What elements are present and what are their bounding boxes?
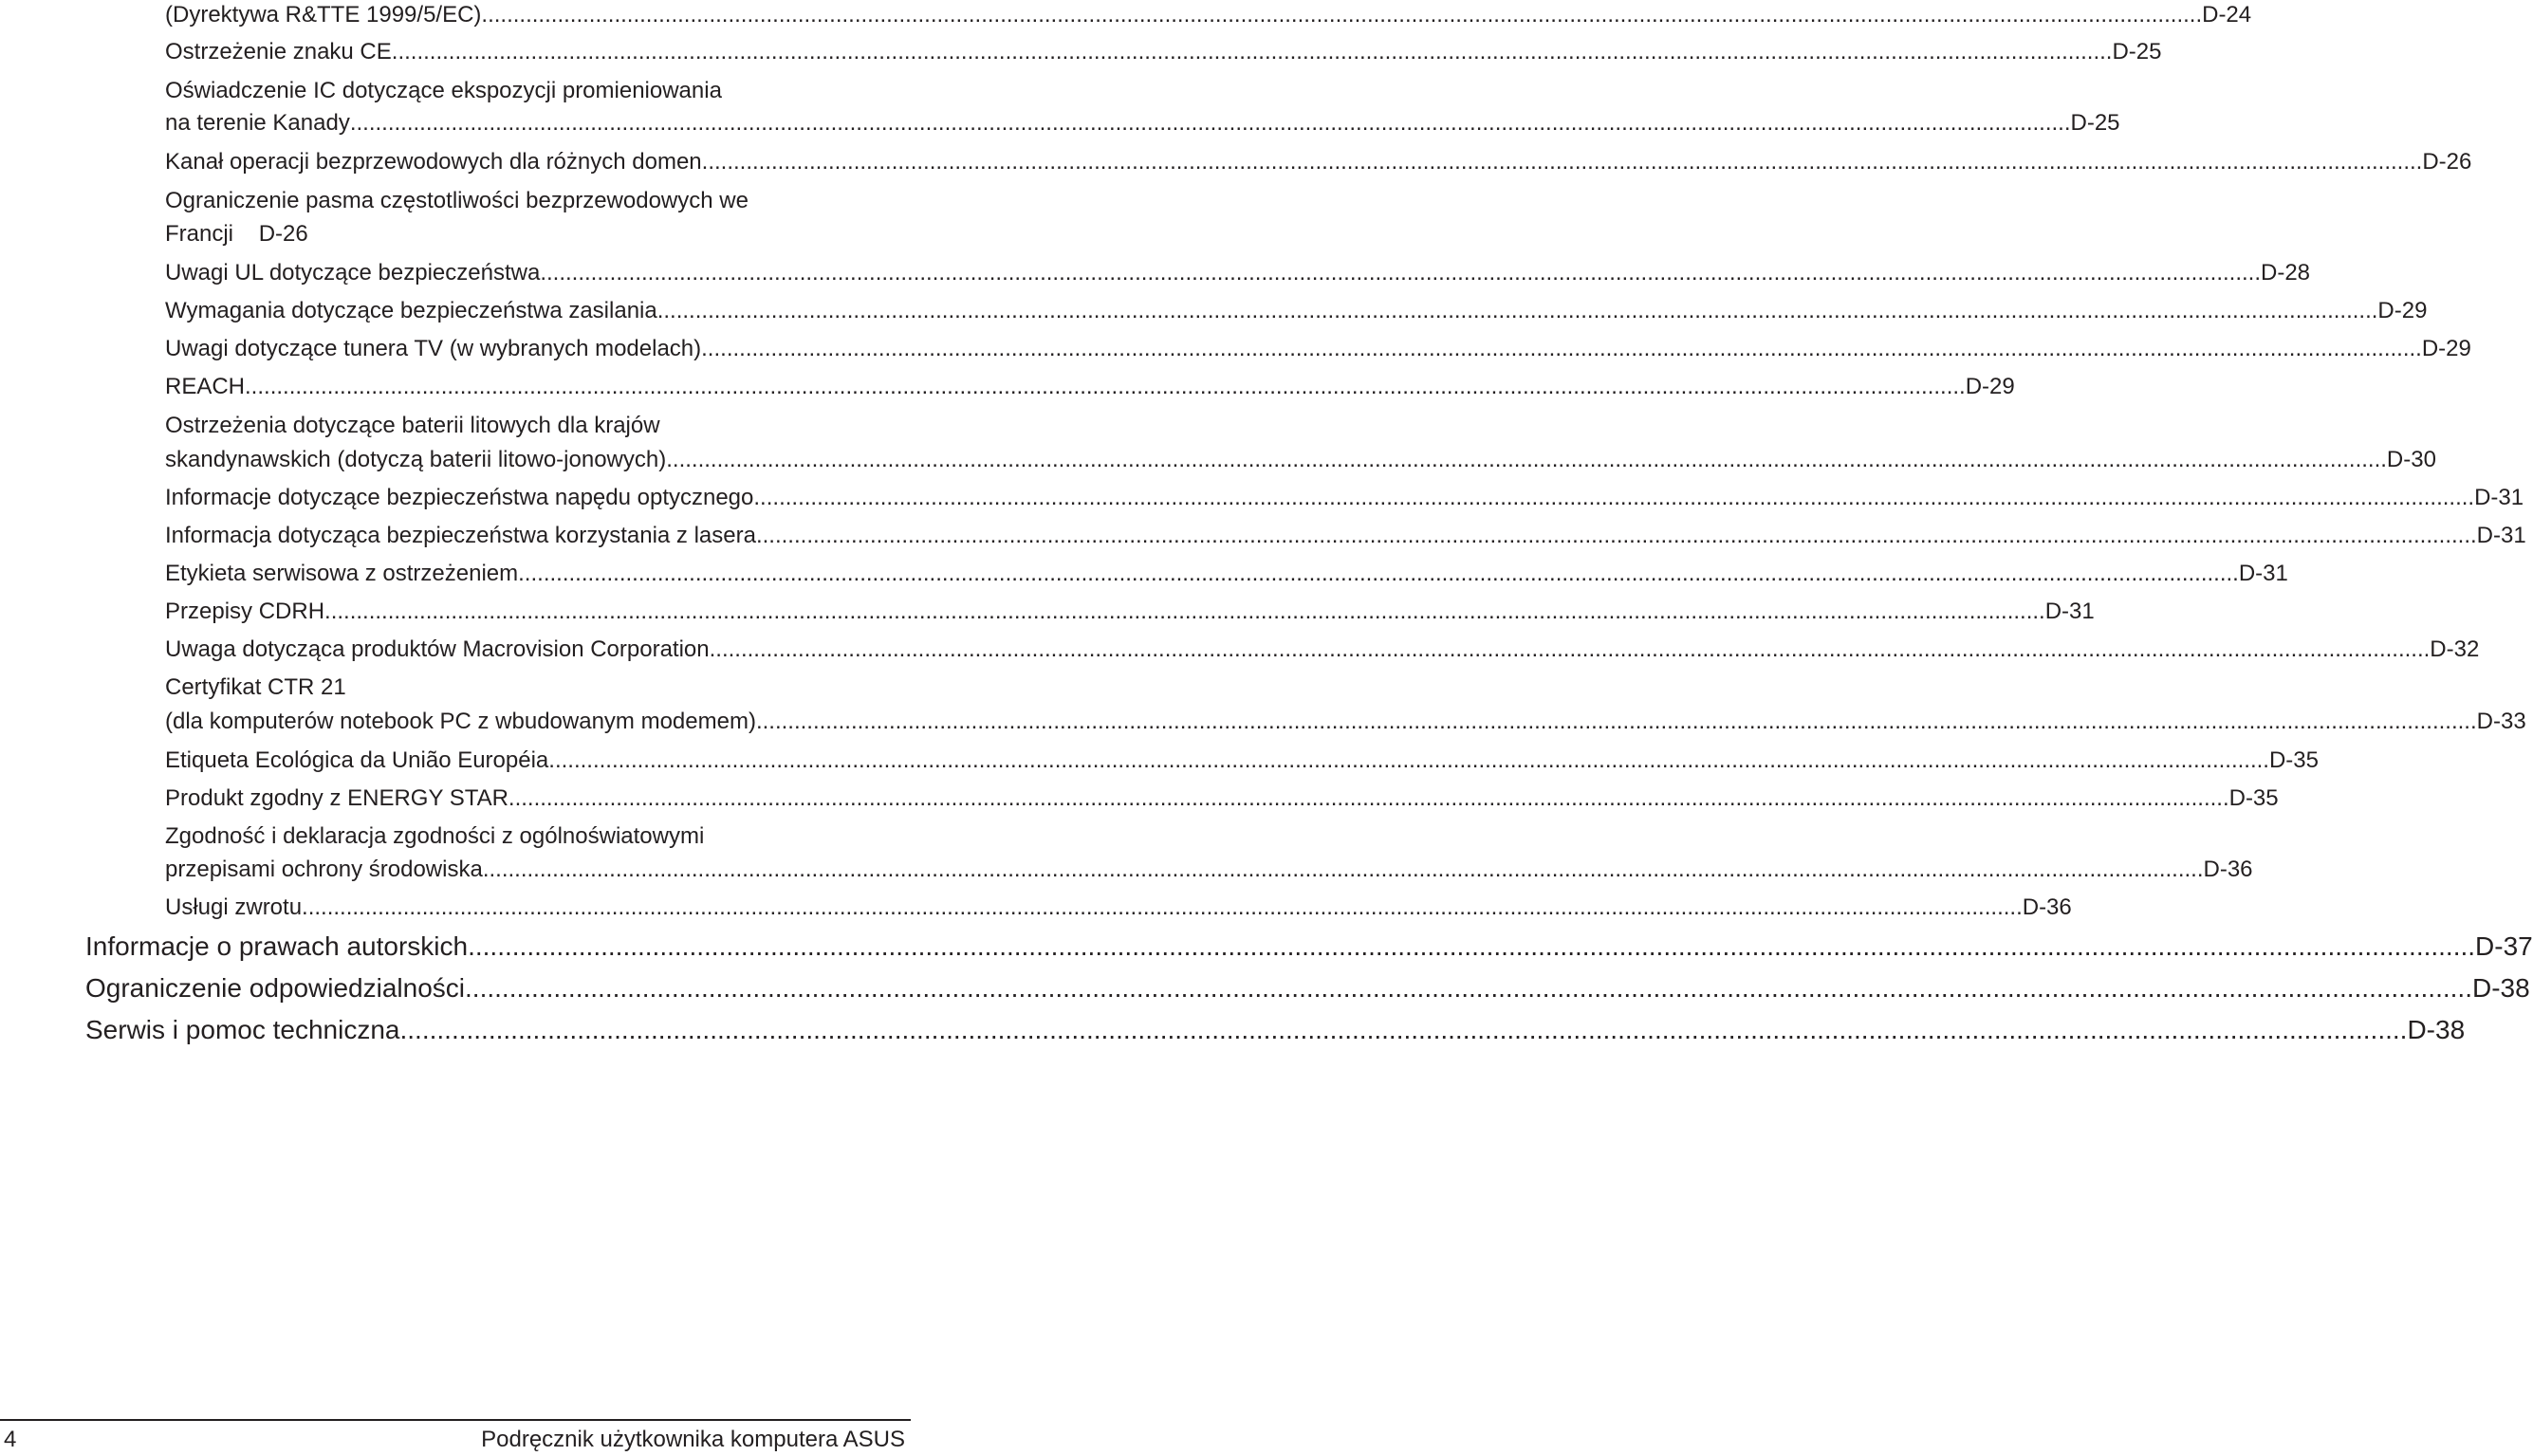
toc-entry-title: Uwagi dotyczące tunera TV (w wybranych modelach) bbox=[165, 336, 702, 361]
toc-entry-title: Serwis i pomoc techniczna bbox=[85, 1015, 400, 1044]
toc-entry-page: D-25 bbox=[2112, 39, 2162, 65]
toc-leader-dots bbox=[508, 783, 2229, 814]
toc-leader-dots bbox=[465, 971, 2472, 1005]
toc-entry-page: D-28 bbox=[2261, 260, 2311, 286]
toc-entry[interactable] bbox=[165, 0, 2252, 30]
toc-leader-dots bbox=[518, 559, 2239, 589]
toc-entry-page: D-25 bbox=[2070, 110, 2120, 136]
toc-entry-page: D-33 bbox=[2476, 709, 2526, 734]
toc-entry[interactable] bbox=[165, 746, 2319, 776]
toc-leader-dots bbox=[657, 296, 2378, 326]
toc-entry[interactable] bbox=[165, 372, 2015, 402]
toc-entry-title: przepisami ochrony środowiska bbox=[165, 857, 483, 882]
toc-entry-title: Ograniczenie odpowiedzialności bbox=[85, 973, 466, 1003]
toc-entry-title-line1: Ograniczenie pasma częstotliwości bezprzewodowych we bbox=[165, 188, 749, 213]
toc-leader-dots bbox=[302, 893, 2023, 923]
toc-entry-title: skandynawskich (dotyczą baterii litowo-jonowych) bbox=[165, 447, 667, 472]
toc-leader-dots bbox=[702, 147, 2423, 177]
toc-leader-dots bbox=[701, 334, 2422, 364]
toc-leader-dots bbox=[710, 635, 2431, 665]
toc-entry-page: D-31 bbox=[2476, 523, 2526, 548]
toc-entry-page: D-38 bbox=[2471, 973, 2530, 1003]
toc-entry[interactable] bbox=[165, 559, 2288, 589]
toc-leader-dots bbox=[324, 597, 2045, 627]
toc-entry[interactable] bbox=[165, 635, 2480, 665]
toc-entry-title: na terenie Kanady bbox=[165, 110, 350, 136]
toc-entry-title: Uwaga dotycząca produktów Macrovision Corporation bbox=[165, 636, 710, 662]
toc-entry-page: D-24 bbox=[2202, 2, 2252, 28]
footer-divider bbox=[0, 1419, 911, 1421]
toc-leader-dots bbox=[245, 372, 1966, 402]
toc-main-entry[interactable] bbox=[85, 1013, 2466, 1047]
toc-entry-title: Usługi zwrotu bbox=[165, 894, 303, 920]
toc-entry-title-line1: Zgodność i deklaracja zgodności z ogólnoświatowymi bbox=[165, 823, 705, 849]
toc-entry-title: Produkt zgodny z ENERGY STAR bbox=[165, 785, 508, 811]
toc-entry-title: (dla komputerów notebook PC z wbudowanym modemem) bbox=[165, 709, 756, 734]
toc-entry-page: D-30 bbox=[2386, 447, 2436, 472]
toc-leader-dots bbox=[468, 930, 2475, 964]
toc-entry[interactable] bbox=[165, 521, 2526, 551]
toc-entry-page: D-38 bbox=[2407, 1015, 2466, 1044]
toc-leader-dots bbox=[481, 0, 2202, 30]
toc-entry[interactable] bbox=[165, 219, 308, 249]
toc-entry[interactable] bbox=[165, 707, 2526, 737]
toc-entry[interactable] bbox=[165, 37, 2162, 67]
toc-entry[interactable] bbox=[165, 296, 2428, 326]
toc-entry-page: D-31 bbox=[2044, 599, 2095, 624]
toc-entry-title: Informacja dotycząca bezpieczeństwa korzystania z lasera bbox=[165, 523, 756, 548]
footer-page-number: 4 bbox=[4, 1427, 17, 1452]
toc-entry-title: (Dyrektywa R&TTE 1999/5/EC) bbox=[165, 2, 482, 28]
toc-entry-page: D-26 bbox=[2422, 149, 2472, 175]
toc-leader-dots bbox=[756, 707, 2477, 737]
toc-entry-title: Informacje dotyczące bezpieczeństwa napędu optycznego bbox=[165, 485, 754, 510]
toc-leader-dots bbox=[753, 483, 2474, 513]
toc-entry-page: D-26 bbox=[258, 221, 308, 247]
toc-leader-dots bbox=[350, 108, 2071, 138]
toc-entry-page: D-29 bbox=[1965, 374, 2015, 399]
toc-entry-title: Kanał operacji bezprzewodowych dla różnych domen bbox=[165, 149, 702, 175]
toc-leader-dots bbox=[392, 37, 2113, 67]
toc-leader-dots bbox=[756, 521, 2477, 551]
toc-entry-page: D-31 bbox=[2238, 561, 2288, 586]
toc-entry-title: Ostrzeżenie znaku CE bbox=[165, 39, 392, 65]
toc-leader-dots bbox=[483, 855, 2204, 885]
footer-book-title: Podręcznik użytkownika komputera ASUS bbox=[481, 1427, 905, 1452]
toc-leader-dots bbox=[666, 445, 2387, 475]
toc-entry[interactable] bbox=[165, 783, 2279, 814]
toc-entry-page: D-37 bbox=[2475, 931, 2533, 961]
toc-entry-page: D-31 bbox=[2474, 485, 2524, 510]
toc-entry-title-line1: Ostrzeżenia dotyczące baterii litowych dla krajów bbox=[165, 413, 660, 438]
toc-entry-title: REACH bbox=[165, 374, 246, 399]
toc-entry-title: Francji bbox=[165, 221, 234, 247]
toc-entry-page: D-36 bbox=[2022, 894, 2072, 920]
toc-entry-title: Wymagania dotyczące bezpieczeństwa zasilania bbox=[165, 298, 657, 323]
toc-entry-title: Etykieta serwisowa z ostrzeżeniem bbox=[165, 561, 519, 586]
toc-entry-page: D-36 bbox=[2203, 857, 2253, 882]
toc-entry-title: Uwagi UL dotyczące bezpieczeństwa bbox=[165, 260, 541, 286]
toc-entry[interactable] bbox=[165, 334, 2471, 364]
toc-entry[interactable] bbox=[165, 855, 2253, 885]
toc-entry-title: Etiqueta Ecológica da União Européia bbox=[165, 747, 549, 773]
toc-entry[interactable] bbox=[165, 147, 2472, 177]
toc-entry-title: Przepisy CDRH bbox=[165, 599, 325, 624]
toc-entry[interactable] bbox=[165, 445, 2436, 475]
toc-leader-dots bbox=[548, 746, 2269, 776]
toc-entry-page: D-35 bbox=[2228, 785, 2279, 811]
toc-main-entry[interactable] bbox=[85, 971, 2530, 1005]
toc-entry[interactable] bbox=[165, 108, 2120, 138]
toc-entry[interactable] bbox=[165, 597, 2095, 627]
toc-entry-page: D-32 bbox=[2430, 636, 2480, 662]
toc-entry-title-line1: Certyfikat CTR 21 bbox=[165, 674, 346, 700]
toc-entry-title: Informacje o prawach autorskich bbox=[85, 931, 469, 961]
toc-entry-page: D-29 bbox=[2421, 336, 2471, 361]
toc-leader-dots bbox=[399, 1013, 2407, 1047]
toc-entry-page: D-35 bbox=[2268, 747, 2319, 773]
toc-entry[interactable] bbox=[165, 483, 2524, 513]
toc-main-entry[interactable] bbox=[85, 930, 2533, 964]
toc-entry[interactable] bbox=[165, 893, 2072, 923]
toc-entry-title-line1: Oświadczenie IC dotyczące ekspozycji promieniowania bbox=[165, 78, 722, 103]
toc-leader-dots bbox=[540, 258, 2261, 288]
toc-entry[interactable] bbox=[165, 258, 2311, 288]
toc-entry-page: D-29 bbox=[2377, 298, 2428, 323]
